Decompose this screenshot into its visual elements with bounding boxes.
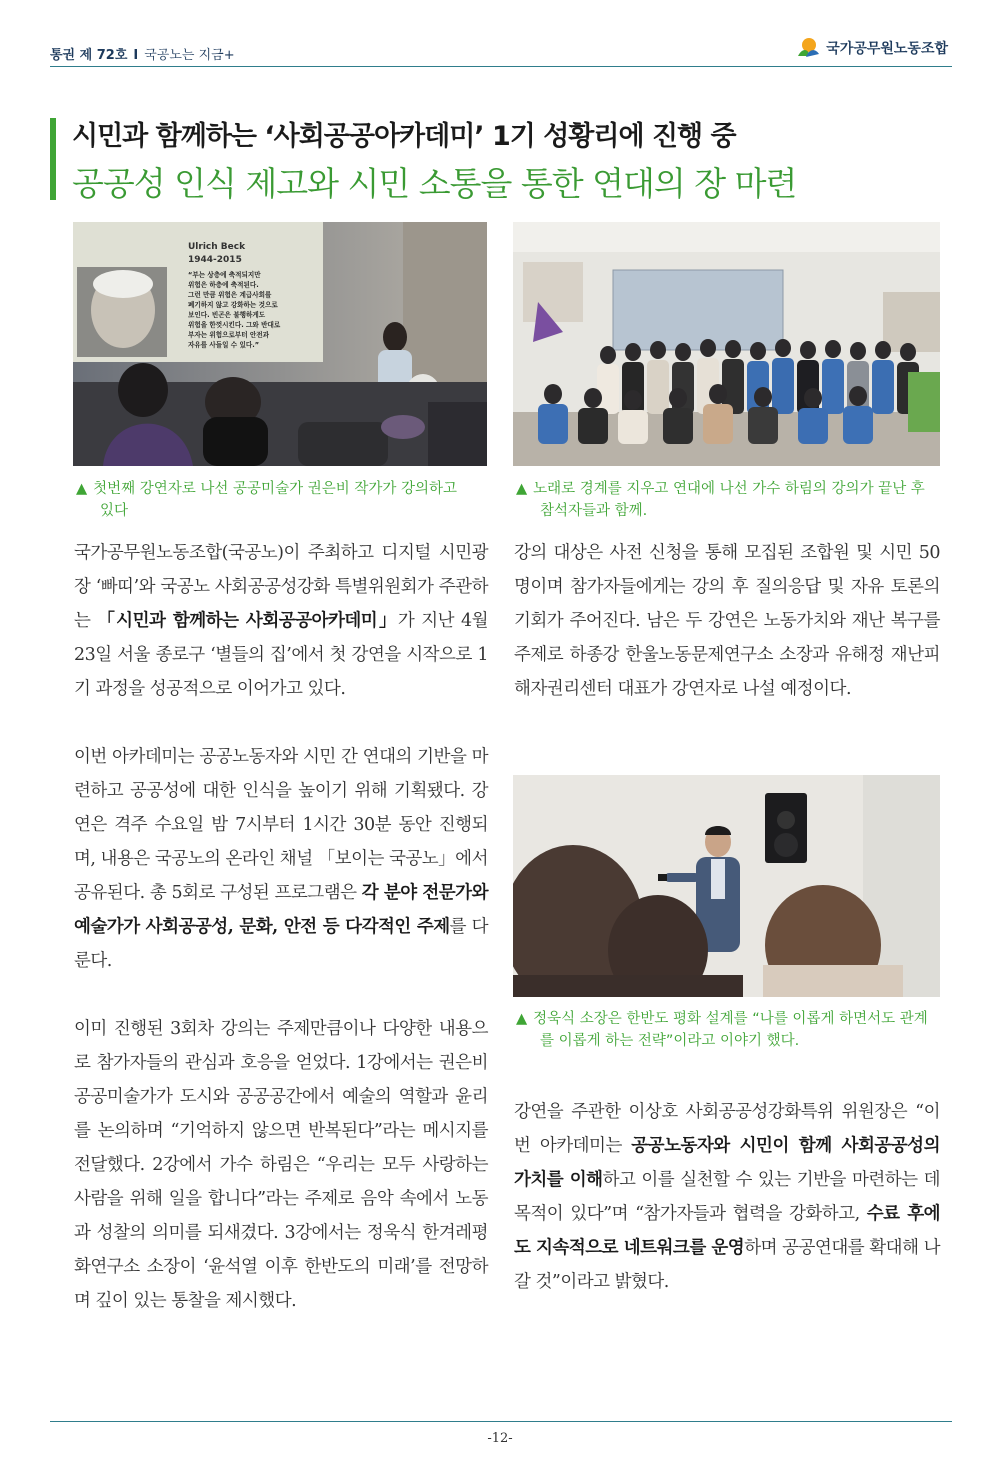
bold-text-run: 수료 후에도 지속적으로 네트워크를 운영 <box>514 1204 940 1258</box>
org-name: 국가공무원노동조합 <box>826 41 948 57</box>
title-accent-bar <box>50 118 56 200</box>
caption-marker-icon: ▲ <box>76 481 88 497</box>
paragraph <box>74 536 488 706</box>
article-right-column-top <box>514 536 940 706</box>
photo-speaker <box>513 775 940 997</box>
article-subheadline: 공공성 인식 제고와 시민 소통을 통한 연대의 장 마련 <box>72 164 797 203</box>
article-right-column-bottom <box>514 1095 940 1299</box>
text-run: 하며 공공연대를 확대해 나갈 것”이라고 밝혔다. <box>514 1238 940 1292</box>
text-run: 를 다룬다. <box>74 917 488 971</box>
paragraph: 이미 진행된 3회차 강의는 주제만큼이나 다양한 내용으로 참가자들의 관심과 호응을 얻었다. 1강에서는 권은비 공공미술가가 도시와 공공공간에서 예술의 역할과 윤리를 논의하며 “기억하지 않으면 반복된다”라는 메시지를 전달했다. 2강에서 가수 하림은 “우리는 모두 사랑하는 사람을 위해 일을 합니다”라는 주제로 음악 속에서 노동과 성찰의 의미를 되새겼다. 3강에서는 정욱식 한겨레평화연구소 소장이 ‘윤석열 이후 한반도의 미래’를 전망하며 깊이 있는 통찰을 제시했다. <box>74 1019 488 1311</box>
caption-text-line2: 를 이롭게 하는 전략”이라고 이야기 했다. <box>540 1033 800 1049</box>
text-run: 강연을 주관한 이상호 사회공공성강화특위 위원장은 “이번 아카데미는 <box>514 1102 940 1156</box>
bold-text-run: 「시민과 함께하는 사회공공아카데미」 <box>97 611 398 631</box>
photo-speaker-caption <box>516 1008 956 1052</box>
caption-marker-icon: ▲ <box>516 481 528 497</box>
header-separator: I <box>133 48 139 63</box>
article-headline: 시민과 함께하는 ‘사회공공아카데미’ 1기 성황리에 진행 중 <box>72 121 736 152</box>
bold-text-run: 공공노동자와 시민이 함께 사회공공성의 가치를 이해 <box>514 1136 940 1190</box>
slide-name: Ulrich Beck <box>188 242 246 252</box>
running-header <box>50 44 235 63</box>
paragraph <box>514 1095 940 1299</box>
caption-marker-icon: ▲ <box>516 1011 528 1027</box>
article-left-column <box>74 536 488 1318</box>
org-logo <box>796 36 948 60</box>
text-run: 국가공무원노동조합(국공노)이 주최하고 디지털 시민광장 ‘빠띠’와 국공노 사회공공성강화 특별위원회가 주관하는 <box>74 543 488 631</box>
paragraph <box>74 740 488 978</box>
text-run: 하고 이를 실천할 수 있는 기반을 마련하는 데 목적이 있다”며 “참가자들과 협력을 강화하고, <box>514 1170 940 1224</box>
page-number: -12- <box>487 1431 513 1446</box>
caption-text-line1: 정욱식 소장은 한반도 평화 설계를 “나를 이롭게 하면서도 관계 <box>533 1011 928 1027</box>
header-divider <box>50 66 952 67</box>
footer-divider <box>50 1421 952 1422</box>
text-run: 가 지난 4월 23일 서울 종로구 ‘별들의 집’에서 첫 강연을 시작으로 1기 과정을 성공적으로 이어가고 있다. <box>74 611 488 699</box>
bold-text-run: 각 분야 전문가와 예술가가 사회공공성, 문화, 안전 등 다각적인 주제 <box>74 883 488 937</box>
caption-text-line1: 첫번째 강연자로 나선 공공미술가 권은비 작가가 강의하고 <box>93 481 457 497</box>
photo-group <box>513 222 940 466</box>
paragraph: 강의 대상은 사전 신청을 통해 모집된 조합원 및 시민 50명이며 참가자들에게는 강의 후 질의응답 및 자유 토론의 기회가 주어진다. 남은 두 강연은 노동가치와 재난 복구를 주제로 하종강 한울노동문제연구소 소장과 유해정 재난피해자권리센터 대표가 강연자로 나설 예정이다. <box>514 543 940 699</box>
slide-quote: “부는 상층에 축적되지만 위험은 하층에 축적된다. 그런 만큼 위험은 계급사회를 폐기하지 않고 강화하는 것으로 보인다. 빈곤은 불행하게도 위험을 한껏시킨다. 그와 반대로 부자는 위험으로부터 안전과 자유를 사들일 수 있다.” <box>188 271 281 349</box>
photo-lecture-slide <box>73 222 487 466</box>
caption-text-line2: 참석자들과 함께. <box>540 503 648 519</box>
caption-text-line1: 노래로 경계를 지우고 연대에 나선 가수 하림의 강의가 끝난 후 <box>533 481 925 497</box>
section-name: 국공노는 지금+ <box>144 48 235 63</box>
photo-group-caption <box>516 478 956 522</box>
photo-lecture-caption <box>76 478 496 522</box>
slide-years: 1944-2015 <box>188 255 242 265</box>
caption-text-line2: 있다 <box>100 503 129 519</box>
issue-number: 통권 제 72호 <box>50 48 128 63</box>
text-run: 이번 아카데미는 공공노동자와 시민 간 연대의 기반을 마련하고 공공성에 대한 인식을 높이기 위해 기획됐다. 강연은 격주 수요일 밤 7시부터 1시간 30분 동안 진행되며, 내용은 국공노의 온라인 채널 「보이는 국공노」에서 공유된다. 총 5회로 구성된 프로그램은 <box>74 747 488 903</box>
union-logo-icon <box>796 36 820 60</box>
